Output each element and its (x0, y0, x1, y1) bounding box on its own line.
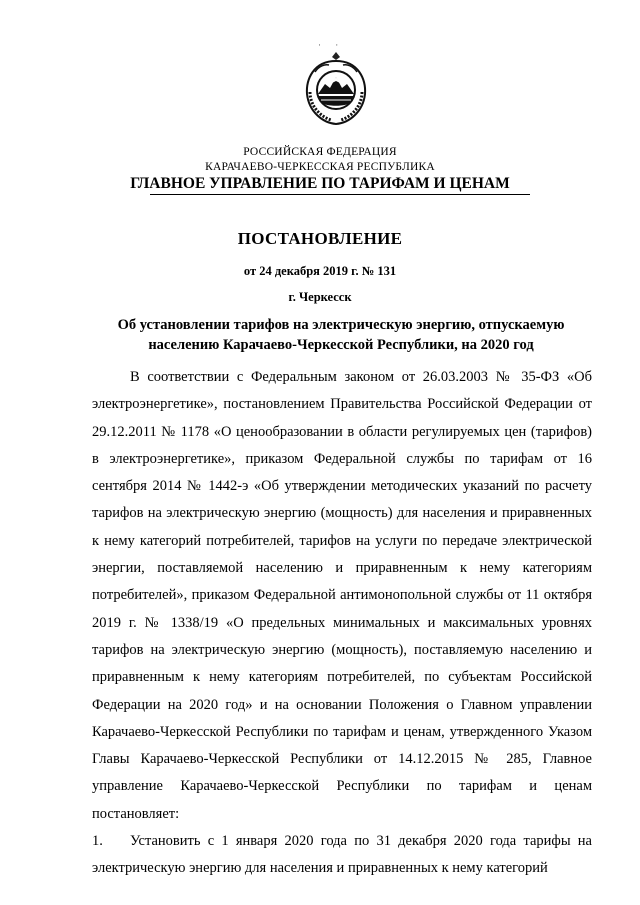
header-country: РОССИЙСКАЯ ФЕДЕРАЦИЯ (243, 146, 397, 158)
document-body (92, 364, 592, 883)
header-divider (150, 194, 530, 195)
document-title: ПОСТАНОВЛЕНИЕ (237, 229, 403, 248)
clause-1-text: Установить с 1 января 2020 года по 31 декабря 2020 года тарифы на электрическую энергию для населения и приравненных к нему категорий (92, 833, 592, 877)
scan-speck: · · (318, 40, 345, 50)
document-date: от 24 декабря 2019 г. № 131 (243, 264, 397, 278)
document-subject: Об установлении тарифов на электрическую энергию, отпускаемую населению Карачаево-Черкесской Республики, на 2020 год (117, 317, 565, 353)
clause-1-number: 1. (92, 833, 103, 850)
preamble-paragraph: В соответствии с Федеральным законом от 26.03.2003 № 35-ФЗ «Об электроэнергетике», постановлением Правительства Российской Федерации от 29.12.2011 № 1178 «О ценообразовании в области регулируемых цен (тарифов) в электроэнергетике», приказом Федеральной службы по тарифам от 16 сентября 2014 № 1442-э «Об утверждении методических указаний по расчету тарифов на электрическую энергию (мощность) для населения и приравненных к нему категорий потребителей, тарифов на услуги по передаче электрической энергии, поставляемой населению и приравненным к нему категориям потребителей», приказом Федеральной антимонопольной службы от 11 октября 2019 г. № 1338/19 «О предельных минимальных и максимальных уровнях тарифов на электрическую энергию (мощность), поставляемую населению и приравненным к нему категориям потребителей, по субъектам Российской Федерации на 2020 год» и на основании Положения о Главном управлении Карачаево-Черкесской Республики по тарифам и ценам, утвержденного Указом Главы Карачаево-Черкесской Республики от 14.12.2015 № 285, Главное управление Карачаево-Черкесской Республики по тарифам и ценам постановляет: (92, 369, 592, 822)
header-authority: ГЛАВНОЕ УПРАВЛЕНИЕ ПО ТАРИФАМ И ЦЕНАМ (130, 175, 510, 192)
coat-of-arms-emblem (301, 50, 371, 126)
header-republic: КАРАЧАЕВО-ЧЕРКЕССКАЯ РЕСПУБЛИКА (205, 161, 435, 173)
clause-1 (92, 828, 592, 883)
document-city: г. Черкесск (288, 290, 352, 304)
